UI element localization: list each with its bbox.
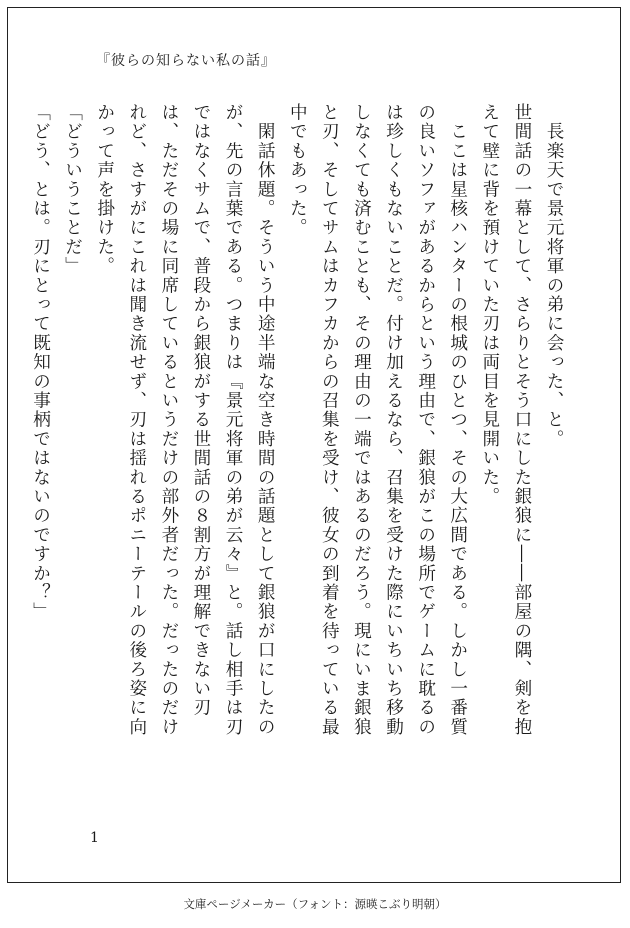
paragraph-6-dialogue: 「どう、とは。刃にとって既知の事柄ではないのですか？」	[30, 103, 51, 622]
vertical-body-text	[30, 103, 570, 743]
paragraph-3: ここは星核ハンターの根城のひとつ、その大広間である。しかし一番質の良いソファがあるからという理由で、銀狼がこの場所でゲームに耽るのは珍しくもないことだ。付け加えるなら、召集を受けた際にいちいち移動しなくても済むことも、その理由の一端ではあるのだろう。現にいま銀狼と刃、そしてサムはカフカからの召集を受け、彼女の到着を待っている最中でもあった。	[287, 103, 468, 737]
page-number: 1	[90, 830, 99, 846]
paragraph-2: 世間話の一幕として、さらりとそう口にした銀狼に――部屋の隅、剣を抱えて壁に背を預けていた刃は両目を見開いた。	[479, 103, 532, 737]
paragraph-5-dialogue: 「どういうことだ」	[62, 103, 83, 276]
paragraph-4: 閑話休題。そういう中途半端な空き時間の話題として銀狼が口にしたのが、先の言葉である。つまりは『景元将軍の弟が云々』と。話し相手は刃ではなくサムで、普段から銀狼がする世間話の８割方が理解できない刃は、ただその場に同席しているというだけの部外者だった。だったのだけれど、さすがにこれは聞き流せず、刃は揺れるポニーテールの後ろ姿に向かって声を掛けた。	[94, 103, 276, 737]
paragraph-1: 長楽天で景元将軍の弟に会った、と。	[544, 103, 564, 449]
page-frame	[7, 7, 621, 883]
running-head-title: 『彼らの知らない私の話』	[96, 53, 276, 69]
footer-credit: 文庫ページメーカー（フォント：源暎こぶり明朝）	[183, 897, 447, 911]
